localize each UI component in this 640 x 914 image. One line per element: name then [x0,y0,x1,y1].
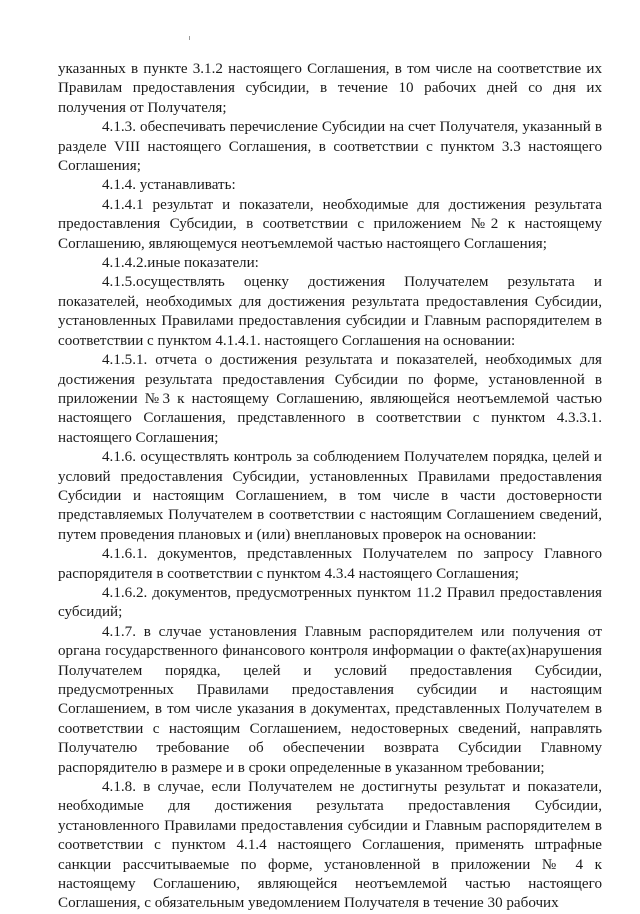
paragraph-4-1-4: 4.1.4. устанавливать: [102,177,236,194]
paragraph-4-1-6-2: 4.1.6.2. документов, предусмотренных пунктом 11.2 Правил предоставления субсидий; [58,584,602,621]
paragraph-4-1-7: 4.1.7. в случае установления Главным распорядителем или получения от органа государственного финансового контроля информации о факте(ах)нарушения Получателем порядка, целей и условий предоставления Субсидии, предусмотренных Правилами предоставления субсидии и настоящим Соглашением, в том числе указания в документах, представленных Получателем в соответствии с настоящим Соглашением, недостоверных сведений, направлять Получателю требование об обеспечении возврата Субсидии Главному распорядителю в размере и в сроки определенные в указанном требовании; [58,623,602,776]
paragraph-continuation: указанных в пункте 3.1.2 настоящего Соглашения, в том числе на соответствие их Правилам предоставления субсидии, в течение 10 рабочих дней со дня их получения от Получателя; [58,61,602,116]
paragraph-4-1-8: 4.1.8. в случае, если Получателем не достигнуты результат и показатели, необходимые для достижения результата предоставления Субсидии, установленного Правилами предоставления субсидии и Главным распорядителем в соответствии с пунктом 4.1.4 настоящего Соглашения, применять штрафные санкции рассчитываемые по форме, установленной в приложении № 4 к настоящему Соглашению, являющейся неотъемлемой частью настоящего Соглашения, с обязательным уведомлением Получателя в течение 30 рабочих [58,779,602,912]
paragraph-4-1-6: 4.1.6. осуществлять контроль за соблюдением Получателем порядка, целей и условий предоставления Субсидии, установленных Правилами предоставления Субсидии и настоящим Соглашением, в том числе в части достоверности представляемых Получателем в соответствии с настоящим Соглашением сведений, путем проведения плановых и (или) внеплановых проверок на основании: [58,449,602,543]
scan-artifact-mark [189,36,190,40]
paragraph-4-1-3: 4.1.3. обеспечивать перечисление Субсидии на счет Получателя, указанный в разделе VIII настоящего Соглашения, в соответствии с пунктом 3.3 настоящего Соглашения; [58,119,602,175]
paragraph-4-1-5-1: 4.1.5.1. отчета о достижения результата и показателей, необходимых для достижения результата предоставления Субсидии по форме, установленной в приложении №3 к настоящему Соглашению, являющейся неотъемлемой частью настоящего Соглашения, представленного в соответствии с пунктом 4.3.3.1. настоящего Соглашения; [58,352,602,446]
paragraph-4-1-5: 4.1.5.осуществлять оценку достижения Получателем результата и показателей, необходимых для достижения результата предоставления Субсидии, установленных Правилами предоставления субсидии и Главным распорядителем в соответствии с пунктом 4.1.4.1. настоящего Соглашения на основании: [58,274,602,349]
paragraph-4-1-6-1: 4.1.6.1. документов, представленных Получателем по запросу Главного распорядителя в соответствии с пунктом 4.3.4 настоящего Соглашения; [58,546,602,582]
paragraph-4-1-4-1: 4.1.4.1 результат и показатели, необходимые для достижения результата предоставления Субсидии, в соответствии с приложением №2 к настоящему Соглашению, являющемуся неотъемлемой частью настоящего Соглашения; [58,196,602,252]
paragraph-4-1-4-2: 4.1.4.2.иные показатели: [102,255,259,272]
